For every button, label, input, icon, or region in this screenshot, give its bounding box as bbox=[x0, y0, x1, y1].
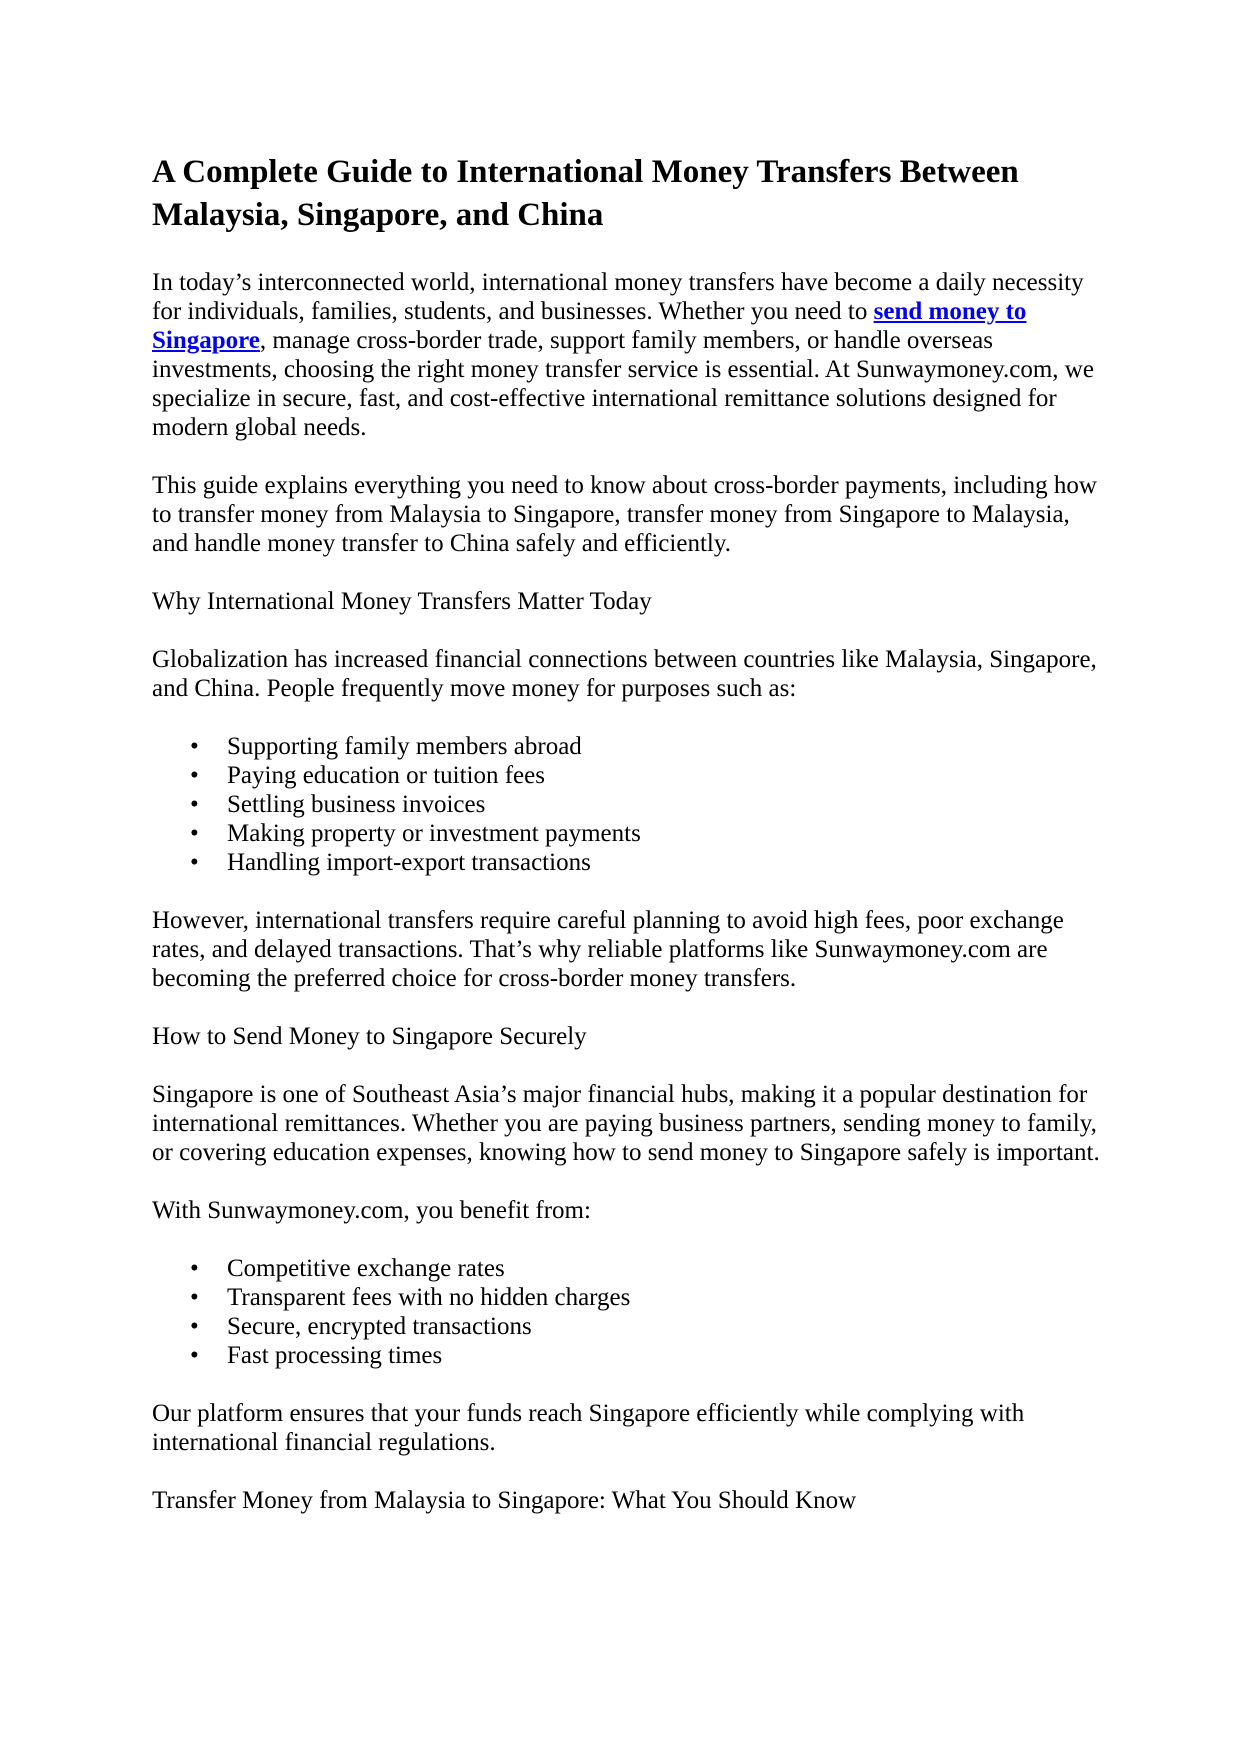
section-heading-transfer: Transfer Money from Malaysia to Singapore: What You Should Know bbox=[152, 1487, 857, 1514]
list-item-text: Secure, encrypted transactions bbox=[227, 1313, 532, 1340]
bullet-icon: • bbox=[190, 820, 199, 847]
list-item bbox=[152, 732, 1112, 761]
section-heading-why: Why International Money Transfers Matter Today bbox=[152, 588, 652, 615]
list-item bbox=[152, 1312, 1112, 1341]
send-money-to-singapore-link[interactable]: send money to Singapore bbox=[152, 298, 1027, 354]
list-item bbox=[152, 761, 1112, 790]
list-item-text: Settling business invoices bbox=[227, 791, 486, 818]
list-item-text: Fast processing times bbox=[227, 1342, 443, 1369]
list-item-text: Making property or investment payments bbox=[227, 820, 641, 847]
list-item bbox=[152, 790, 1112, 819]
bullet-icon: • bbox=[190, 1313, 199, 1340]
intro-text-after: , manage cross-border trade, support family members, or handle overseas investments, choosing the right money transfer service is essential. At Sunwaymoney.com, we specialize in secure, fast, and cost-effective international remittance solutions designed for modern global needs. bbox=[152, 327, 1094, 441]
bullet-icon: • bbox=[190, 1255, 199, 1282]
bullet-icon: • bbox=[190, 762, 199, 789]
document-title: A Complete Guide to International Money Transfers Between Malaysia, Singapore, and China bbox=[152, 154, 1019, 233]
list-item-text: Competitive exchange rates bbox=[227, 1255, 505, 1282]
list-item bbox=[152, 1254, 1112, 1283]
document-page bbox=[152, 151, 1112, 1544]
planning-paragraph: However, international transfers require careful planning to avoid high fees, poor exchange rates, and delayed transactions. That’s why reliable platforms like Sunwaymoney.com are becoming the preferred choice for cross-border money transfers. bbox=[152, 907, 1064, 992]
list-item-text: Transparent fees with no hidden charges bbox=[227, 1284, 631, 1311]
benefits-intro: With Sunwaymoney.com, you benefit from: bbox=[152, 1197, 591, 1224]
intro-paragraph bbox=[152, 268, 1112, 442]
platform-paragraph: Our platform ensures that your funds reach Singapore efficiently while complying with international financial regulations. bbox=[152, 1400, 1025, 1456]
list-item-text: Paying education or tuition fees bbox=[227, 762, 545, 789]
list-item-text: Handling import-export transactions bbox=[227, 849, 591, 876]
singapore-paragraph: Singapore is one of Southeast Asia’s major financial hubs, making it a popular destination for international remittances. Whether you are paying business partners, sending money to family, or covering education expenses, knowing how to send money to Singapore safely is important. bbox=[152, 1081, 1100, 1166]
list-item-text: Supporting family members abroad bbox=[227, 733, 582, 760]
bullet-icon: • bbox=[190, 1284, 199, 1311]
bullet-icon: • bbox=[190, 849, 199, 876]
list-item bbox=[152, 1283, 1112, 1312]
bullet-icon: • bbox=[190, 791, 199, 818]
list-item bbox=[152, 819, 1112, 848]
globalization-paragraph: Globalization has increased financial connections between countries like Malaysia, Singapore, and China. People frequently move money for purposes such as: bbox=[152, 646, 1097, 702]
bullet-icon: • bbox=[190, 733, 199, 760]
list-item bbox=[152, 848, 1112, 877]
purposes-list bbox=[152, 732, 1112, 877]
bullet-icon: • bbox=[190, 1342, 199, 1369]
guide-paragraph: This guide explains everything you need to know about cross-border payments, including how to transfer money from Malaysia to Singapore, transfer money from Singapore to Malaysia, and handle money transfer to China safely and efficiently. bbox=[152, 472, 1097, 557]
intro-text-before: In today’s interconnected world, international money transfers have become a daily necessity for individuals, families, students, and businesses. Whether you need to bbox=[152, 269, 1084, 325]
list-item bbox=[152, 1341, 1112, 1370]
section-heading-send: How to Send Money to Singapore Securely bbox=[152, 1023, 587, 1050]
benefits-list bbox=[152, 1254, 1112, 1370]
